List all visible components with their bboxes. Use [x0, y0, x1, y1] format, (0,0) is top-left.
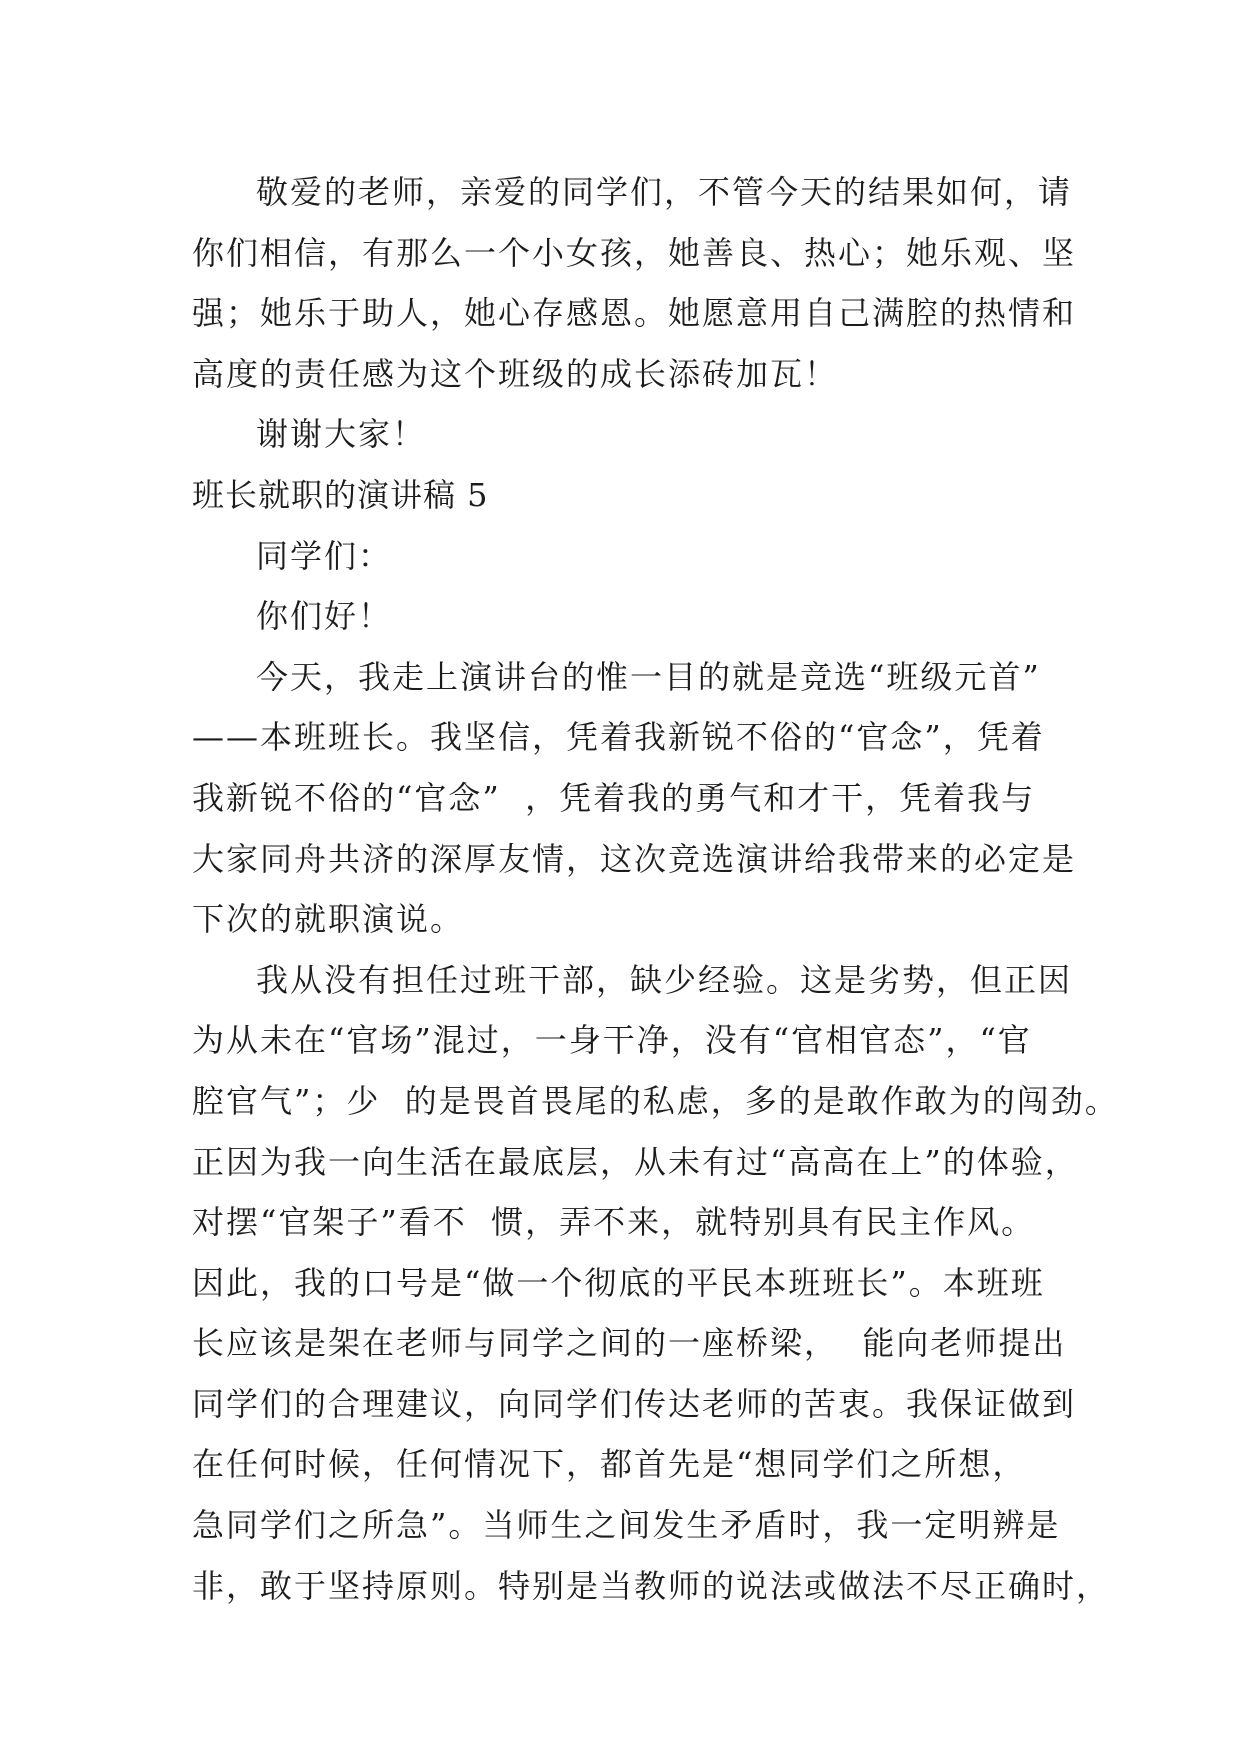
text-line: 下次的就职演说。 — [192, 900, 465, 939]
text-line: ——本班班长。我坚信，凭着我新锐不俗的“官念”，凭着 — [192, 718, 1045, 757]
text-line: 同学们的合理建议，向同学们传达老师的苦衷。我保证做到 — [192, 1384, 1077, 1423]
document-body — [192, 162, 1119, 1616]
text-line: 非，敢于坚持原则。特别是当教师的说法或做法不尽正确时， — [192, 1566, 1111, 1605]
text-line: 今天，我走上演讲台的惟一目的就是竞选“班级元首” — [256, 657, 1041, 696]
text-line: 高度的责任感为这个班级的成长添砖加瓦！ — [192, 354, 839, 393]
text-line: 谢谢大家！ — [256, 415, 427, 454]
text-line: 我新锐不俗的“官念” ，凭着我的勇气和才干，凭着我与 — [192, 778, 1036, 817]
greeting-line: 你们好！ — [256, 597, 393, 636]
text-line: 强；她乐于助人，她心存感恩。她愿意用自己满腔的热情和 — [192, 294, 1077, 333]
text-line: 急同学们之所急”。当师生之间发生矛盾时，我一定明辨是 — [192, 1506, 1061, 1545]
text-line: 我从没有担任过班干部，缺少经验。这是劣势，但正因 — [256, 960, 1073, 999]
text-line: 你们相信，有那么一个小女孩，她善良、热心；她乐观、坚 — [192, 233, 1077, 272]
salutation-line: 同学们： — [256, 536, 393, 575]
text-line: 正因为我一向生活在最底层，从未有过“高高在上”的体验， — [192, 1142, 1079, 1181]
text-line: 为从未在“官场”混过，一身干净，没有“官相官态”，“官 — [192, 1021, 1032, 1060]
text-line: 腔官气”；少 的是畏首畏尾的私虑，多的是敢作敢为的闯劲。 — [192, 1081, 1119, 1120]
text-line: 因此，我的口号是“做一个彻底的平民本班班长”。本班班 — [192, 1263, 1045, 1302]
text-line: 敬爱的老师，亲爱的同学们，不管今天的结果如何，请 — [256, 173, 1073, 211]
text-line: 对摆“官架子”看不 惯，弄不来，就特别具有民主作风。 — [192, 1203, 1036, 1242]
text-line: 大家同舟共济的深厚友情，这次竞选演讲给我带来的必定是 — [192, 839, 1077, 878]
text-line: 在任何时候，任何情况下，都首先是“想同学们之所想， — [192, 1445, 1027, 1484]
text-line: 长应该是架在老师与同学之间的一座桥梁， 能向老师提出 — [192, 1324, 1067, 1363]
section-heading: 班长就职的演讲稿 5 — [192, 475, 489, 514]
